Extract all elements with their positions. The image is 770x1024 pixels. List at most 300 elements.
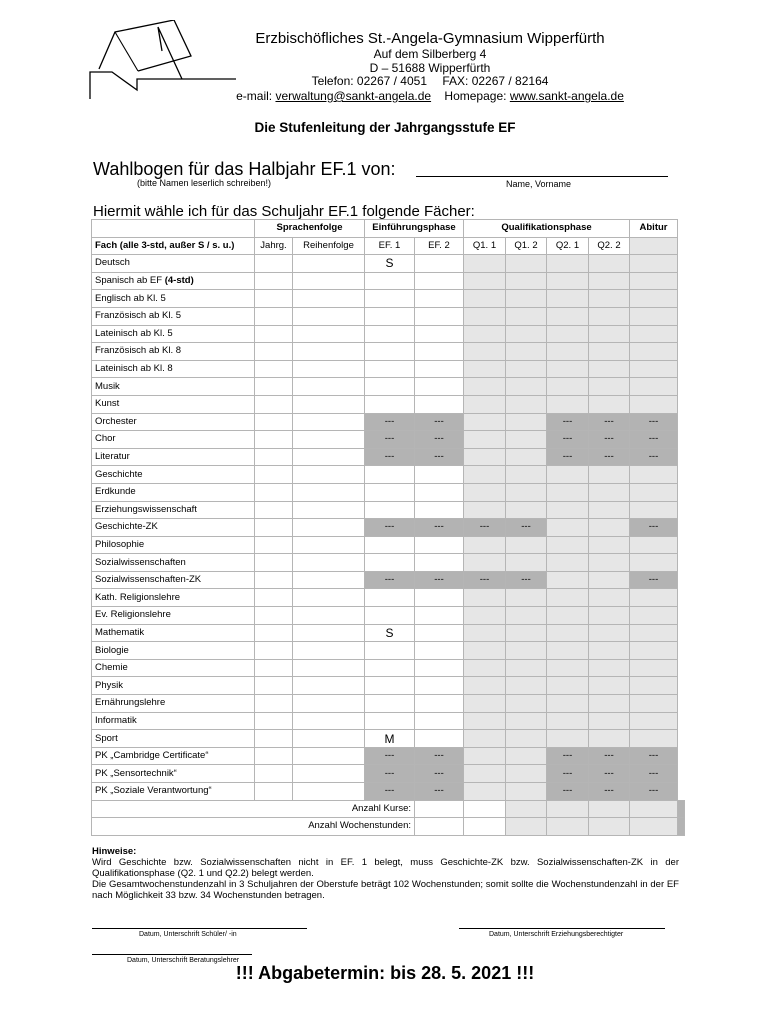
subject-label: Englisch ab Kl. 5 [95, 292, 166, 304]
cell-q21[interactable] [547, 695, 589, 713]
table-row [92, 255, 685, 273]
cell-q21[interactable] [547, 501, 589, 519]
phone-number: Telefon: 02267 / 4051 [311, 74, 427, 88]
cell-q12[interactable] [506, 325, 547, 343]
cell-q22[interactable] [589, 730, 630, 748]
cell-jahrg[interactable] [255, 624, 293, 642]
footer-cell-ef2[interactable] [464, 818, 506, 836]
cell-ef2[interactable] [415, 501, 464, 519]
cell-jahrg[interactable] [255, 325, 293, 343]
cell-q22[interactable] [589, 307, 630, 325]
cell-q11[interactable] [464, 466, 506, 484]
cell-jahrg[interactable] [255, 783, 293, 801]
cell-q21[interactable] [547, 642, 589, 660]
cell-q12[interactable] [506, 360, 547, 378]
cell-ef1[interactable] [365, 659, 415, 677]
cell-reihenfolge[interactable] [293, 466, 365, 484]
footer-cell-q21[interactable] [589, 800, 630, 818]
cell-q11[interactable] [464, 783, 506, 801]
cell-reihenfolge[interactable] [293, 360, 365, 378]
cell-jahrg[interactable] [255, 695, 293, 713]
homepage-label: Homepage: [444, 89, 507, 103]
subject-name [92, 483, 255, 501]
cell-q11[interactable] [464, 307, 506, 325]
subject-label: Lateinisch ab Kl. 5 [95, 327, 173, 339]
cell-jahrg[interactable] [255, 730, 293, 748]
subject-name [92, 290, 255, 308]
cell-reihenfolge[interactable] [293, 730, 365, 748]
cell-jahrg[interactable] [255, 343, 293, 361]
cell-q12[interactable] [506, 272, 547, 290]
cell-ef1[interactable] [365, 695, 415, 713]
cell-ef2[interactable] [415, 255, 464, 273]
cell-q12[interactable] [506, 395, 547, 413]
cell-q12[interactable] [506, 483, 547, 501]
cell-jahrg[interactable] [255, 272, 293, 290]
cell-jahrg[interactable] [255, 431, 293, 449]
cell-ef2[interactable] [415, 360, 464, 378]
cell-q12[interactable] [506, 589, 547, 607]
cell-ef2: --- [415, 783, 464, 801]
cell-q22[interactable] [589, 466, 630, 484]
cell-q11[interactable] [464, 712, 506, 730]
cell-q21[interactable] [547, 395, 589, 413]
cell-q21[interactable] [547, 307, 589, 325]
cell-q21[interactable] [547, 536, 589, 554]
contact-web [150, 89, 710, 103]
cell-q12[interactable] [506, 642, 547, 660]
cell-reihenfolge[interactable] [293, 765, 365, 783]
cell-q21[interactable] [547, 624, 589, 642]
cell-q21[interactable] [547, 343, 589, 361]
cell-q21[interactable] [547, 730, 589, 748]
cell-jahrg[interactable] [255, 589, 293, 607]
footer-cell-q12[interactable] [547, 818, 589, 836]
cell-jahrg[interactable] [255, 747, 293, 765]
cell-abitur[interactable] [630, 589, 678, 607]
cell-ef1[interactable] [365, 483, 415, 501]
footer-cell-q21[interactable] [589, 818, 630, 836]
cell-jahrg[interactable] [255, 378, 293, 396]
footer-cell-ef2[interactable] [464, 800, 506, 818]
subject-label-note: (4-std) [164, 275, 194, 287]
cell-jahrg[interactable] [255, 519, 293, 537]
cell-ef2[interactable] [415, 307, 464, 325]
homepage-link[interactable]: www.sankt-angela.de [509, 89, 624, 103]
cell-q11[interactable] [464, 360, 506, 378]
footer-cell-ef1[interactable] [415, 818, 464, 836]
cell-q12[interactable] [506, 343, 547, 361]
cell-q12[interactable] [506, 712, 547, 730]
cell-abitur[interactable] [630, 255, 678, 273]
cell-q21: --- [547, 448, 589, 466]
subject-label: Orchester [95, 415, 137, 427]
cell-ef1[interactable] [365, 554, 415, 572]
subject-name [92, 695, 255, 713]
cell-abitur[interactable] [630, 325, 678, 343]
cell-reihenfolge[interactable] [293, 712, 365, 730]
cell-q11[interactable] [464, 624, 506, 642]
subject-name [92, 765, 255, 783]
cell-ef2[interactable] [415, 712, 464, 730]
table-row [92, 290, 685, 308]
cell-ef2[interactable] [415, 290, 464, 308]
cell-reihenfolge[interactable] [293, 501, 365, 519]
cell-reihenfolge[interactable] [293, 659, 365, 677]
cell-jahrg[interactable] [255, 466, 293, 484]
cell-q12[interactable] [506, 413, 547, 431]
cell-q21[interactable] [547, 378, 589, 396]
cell-ef1[interactable] [365, 395, 415, 413]
cell-ef2[interactable] [415, 589, 464, 607]
footer-cell-q12[interactable] [547, 800, 589, 818]
cell-abitur[interactable] [630, 395, 678, 413]
cell-q11[interactable] [464, 255, 506, 273]
subject-label: Literatur [95, 451, 130, 463]
col-ef2: EF. 2 [415, 237, 464, 255]
col-q11: Q1. 1 [464, 237, 506, 255]
cell-ef2[interactable] [415, 466, 464, 484]
subject-label: Mathematik [95, 626, 145, 638]
cell-q12[interactable] [506, 290, 547, 308]
cell-ef2[interactable] [415, 677, 464, 695]
cell-q11[interactable] [464, 501, 506, 519]
cell-q12[interactable] [506, 431, 547, 449]
cell-q22[interactable] [589, 589, 630, 607]
cell-reihenfolge[interactable] [293, 307, 365, 325]
subject-name [92, 466, 255, 484]
cell-q22[interactable] [589, 554, 630, 572]
cell-q21[interactable] [547, 290, 589, 308]
cell-q11[interactable] [464, 343, 506, 361]
cell-abitur: --- [630, 571, 678, 589]
cell-abitur[interactable] [630, 466, 678, 484]
cell-q21[interactable] [547, 677, 589, 695]
table-row [92, 607, 685, 625]
cell-ef2[interactable] [415, 272, 464, 290]
cell-reihenfolge[interactable] [293, 571, 365, 589]
email-link[interactable]: verwaltung@sankt-angela.de [275, 89, 432, 103]
subject-label: Kath. Religionslehre [95, 591, 181, 603]
cell-abitur[interactable] [630, 730, 678, 748]
notes [92, 846, 679, 901]
cell-ef1[interactable] [365, 712, 415, 730]
cell-abitur[interactable] [630, 677, 678, 695]
group-einfuehrungsphase: Einführungsphase [365, 220, 464, 238]
cell-ef1[interactable] [365, 536, 415, 554]
col-q21: Q2. 1 [547, 237, 589, 255]
cell-reihenfolge[interactable] [293, 695, 365, 713]
cell-q11[interactable] [464, 589, 506, 607]
cell-ef1[interactable] [365, 589, 415, 607]
footer-cell-abitur [678, 818, 685, 836]
cell-q11[interactable] [464, 325, 506, 343]
cell-ef1[interactable] [365, 677, 415, 695]
cell-reihenfolge[interactable] [293, 624, 365, 642]
cell-ef1[interactable] [365, 501, 415, 519]
cell-abitur[interactable] [630, 290, 678, 308]
cell-ef1[interactable] [365, 642, 415, 660]
cell-q12[interactable] [506, 730, 547, 748]
cell-ef2[interactable] [415, 695, 464, 713]
cell-reihenfolge[interactable] [293, 483, 365, 501]
cell-q22[interactable] [589, 483, 630, 501]
cell-q22[interactable] [589, 519, 630, 537]
cell-abitur[interactable] [630, 307, 678, 325]
cell-q11[interactable] [464, 272, 506, 290]
cell-q22[interactable] [589, 343, 630, 361]
signature-line-student[interactable] [92, 928, 307, 929]
cell-reihenfolge[interactable] [293, 343, 365, 361]
cell-ef2[interactable] [415, 730, 464, 748]
cell-reihenfolge[interactable] [293, 519, 365, 537]
subject-name [92, 501, 255, 519]
cell-reihenfolge[interactable] [293, 783, 365, 801]
cell-q21[interactable] [547, 272, 589, 290]
cell-ef1[interactable]: M [365, 730, 415, 748]
cell-ef2[interactable] [415, 395, 464, 413]
cell-jahrg[interactable] [255, 413, 293, 431]
cell-ef2[interactable] [415, 659, 464, 677]
cell-abitur[interactable] [630, 712, 678, 730]
cell-q11[interactable] [464, 483, 506, 501]
cell-q21[interactable] [547, 483, 589, 501]
cell-reihenfolge[interactable] [293, 378, 365, 396]
cell-q22[interactable] [589, 325, 630, 343]
cell-abitur[interactable] [630, 378, 678, 396]
cell-abitur[interactable] [630, 483, 678, 501]
cell-q12[interactable] [506, 783, 547, 801]
cell-jahrg[interactable] [255, 659, 293, 677]
cell-q11[interactable] [464, 413, 506, 431]
cell-jahrg[interactable] [255, 255, 293, 273]
cell-q22[interactable] [589, 677, 630, 695]
cell-q22[interactable] [589, 255, 630, 273]
subject-label: Deutsch [95, 257, 130, 269]
cell-q12[interactable] [506, 501, 547, 519]
signature-line-advisor[interactable] [92, 954, 252, 955]
cell-q22[interactable] [589, 607, 630, 625]
cell-jahrg[interactable] [255, 607, 293, 625]
cell-q11[interactable] [464, 378, 506, 396]
cell-q22[interactable] [589, 642, 630, 660]
cell-jahrg[interactable] [255, 360, 293, 378]
cell-q22[interactable] [589, 624, 630, 642]
cell-reihenfolge[interactable] [293, 536, 365, 554]
cell-q22[interactable] [589, 395, 630, 413]
footer-cell-q22[interactable] [630, 800, 678, 818]
cell-abitur: --- [630, 765, 678, 783]
cell-q21[interactable] [547, 519, 589, 537]
cell-abitur[interactable] [630, 642, 678, 660]
table-row [92, 378, 685, 396]
cell-q21[interactable] [547, 607, 589, 625]
cell-abitur[interactable] [630, 536, 678, 554]
footer-cell-q11[interactable] [506, 800, 547, 818]
cell-jahrg[interactable] [255, 395, 293, 413]
cell-abitur[interactable] [630, 624, 678, 642]
cell-ef1: --- [365, 765, 415, 783]
cell-q11[interactable] [464, 607, 506, 625]
cell-jahrg[interactable] [255, 712, 293, 730]
cell-ef1[interactable] [365, 325, 415, 343]
cell-ef2[interactable] [415, 554, 464, 572]
cell-jahrg[interactable] [255, 448, 293, 466]
cell-q22[interactable] [589, 290, 630, 308]
cell-q11[interactable] [464, 536, 506, 554]
cell-ef2[interactable] [415, 343, 464, 361]
cell-q12[interactable] [506, 536, 547, 554]
cell-ef2[interactable] [415, 624, 464, 642]
cell-ef1[interactable] [365, 466, 415, 484]
cell-ef1[interactable] [365, 290, 415, 308]
cell-q12[interactable] [506, 307, 547, 325]
cell-reihenfolge[interactable] [293, 589, 365, 607]
signature-line-guardian[interactable] [459, 928, 665, 929]
cell-ef2[interactable] [415, 536, 464, 554]
cell-q22: --- [589, 765, 630, 783]
cell-ef1[interactable] [365, 360, 415, 378]
cell-q12[interactable] [506, 695, 547, 713]
cell-q21: --- [547, 413, 589, 431]
cell-reihenfolge[interactable] [293, 607, 365, 625]
cell-ef1[interactable]: S [365, 255, 415, 273]
cell-q12[interactable] [506, 466, 547, 484]
cell-q12[interactable] [506, 677, 547, 695]
cell-ef1: --- [365, 571, 415, 589]
cell-q21[interactable] [547, 659, 589, 677]
cell-reihenfolge[interactable] [293, 448, 365, 466]
cell-q22[interactable] [589, 536, 630, 554]
cell-q12[interactable] [506, 624, 547, 642]
cell-jahrg[interactable] [255, 677, 293, 695]
cell-reihenfolge[interactable] [293, 413, 365, 431]
cell-ef1[interactable] [365, 343, 415, 361]
cell-q12[interactable] [506, 554, 547, 572]
cell-q21[interactable] [547, 571, 589, 589]
cell-ef2[interactable] [415, 607, 464, 625]
footer-cell-q11[interactable] [506, 818, 547, 836]
cell-ef1[interactable] [365, 378, 415, 396]
cell-q11[interactable] [464, 730, 506, 748]
cell-q12[interactable] [506, 659, 547, 677]
cell-ef2[interactable] [415, 325, 464, 343]
cell-q11[interactable] [464, 659, 506, 677]
cell-q22[interactable] [589, 571, 630, 589]
cell-q21[interactable] [547, 360, 589, 378]
cell-jahrg[interactable] [255, 571, 293, 589]
cell-jahrg[interactable] [255, 536, 293, 554]
subject-label: Chor [95, 433, 116, 445]
cell-q12[interactable] [506, 765, 547, 783]
cell-q11: --- [464, 571, 506, 589]
cell-abitur[interactable] [630, 659, 678, 677]
cell-ef2[interactable] [415, 642, 464, 660]
cell-abitur[interactable] [630, 360, 678, 378]
cell-q22[interactable] [589, 695, 630, 713]
cell-reihenfolge[interactable] [293, 290, 365, 308]
footer-cell-q22[interactable] [630, 818, 678, 836]
cell-reihenfolge[interactable] [293, 255, 365, 273]
cell-q11[interactable] [464, 290, 506, 308]
cell-q11[interactable] [464, 677, 506, 695]
cell-q11[interactable] [464, 395, 506, 413]
cell-jahrg[interactable] [255, 290, 293, 308]
cell-ef1[interactable] [365, 272, 415, 290]
column-header-row [92, 237, 685, 255]
cell-q12[interactable] [506, 747, 547, 765]
cell-reihenfolge[interactable] [293, 272, 365, 290]
cell-abitur[interactable] [630, 343, 678, 361]
cell-reihenfolge[interactable] [293, 642, 365, 660]
cell-q11[interactable] [464, 431, 506, 449]
cell-abitur[interactable] [630, 554, 678, 572]
cell-q11[interactable] [464, 554, 506, 572]
cell-q21[interactable] [547, 554, 589, 572]
subject-name [92, 571, 255, 589]
cell-q11[interactable] [464, 642, 506, 660]
cell-q22[interactable] [589, 659, 630, 677]
cell-ef2[interactable] [415, 378, 464, 396]
cell-reihenfolge[interactable] [293, 677, 365, 695]
cell-q12[interactable] [506, 607, 547, 625]
cell-reihenfolge[interactable] [293, 431, 365, 449]
deadline-notice: !!! Abgabetermin: bis 28. 5. 2021 !!! [235, 963, 535, 983]
cell-q21[interactable] [547, 255, 589, 273]
cell-jahrg[interactable] [255, 765, 293, 783]
cell-abitur[interactable] [630, 501, 678, 519]
cell-ef1[interactable] [365, 307, 415, 325]
cell-ef2[interactable] [415, 483, 464, 501]
cell-abitur[interactable] [630, 272, 678, 290]
cell-q11[interactable] [464, 747, 506, 765]
subject-label: Informatik [95, 714, 137, 726]
cell-jahrg[interactable] [255, 642, 293, 660]
cell-q11[interactable] [464, 765, 506, 783]
cell-q12[interactable] [506, 378, 547, 396]
cell-q22[interactable] [589, 712, 630, 730]
cell-reihenfolge[interactable] [293, 554, 365, 572]
cell-reihenfolge[interactable] [293, 325, 365, 343]
cell-ef1[interactable]: S [365, 624, 415, 642]
cell-q21[interactable] [547, 712, 589, 730]
cell-jahrg[interactable] [255, 554, 293, 572]
cell-jahrg[interactable] [255, 501, 293, 519]
cell-q12[interactable] [506, 255, 547, 273]
cell-q22[interactable] [589, 501, 630, 519]
cell-q11[interactable] [464, 695, 506, 713]
cell-q22[interactable] [589, 378, 630, 396]
cell-q22[interactable] [589, 272, 630, 290]
cell-reihenfolge[interactable] [293, 395, 365, 413]
cell-abitur[interactable] [630, 695, 678, 713]
cell-ef1[interactable] [365, 607, 415, 625]
cell-reihenfolge[interactable] [293, 747, 365, 765]
cell-jahrg[interactable] [255, 307, 293, 325]
footer-cell-ef1[interactable] [415, 800, 464, 818]
name-input-line[interactable] [416, 176, 668, 177]
cell-q21[interactable] [547, 466, 589, 484]
cell-q11[interactable] [464, 448, 506, 466]
table-row [92, 360, 685, 378]
group-abitur: Abitur [630, 220, 678, 238]
cell-jahrg[interactable] [255, 483, 293, 501]
cell-q12[interactable] [506, 448, 547, 466]
cell-abitur[interactable] [630, 607, 678, 625]
cell-q21[interactable] [547, 325, 589, 343]
cell-q21[interactable] [547, 589, 589, 607]
cell-q22[interactable] [589, 360, 630, 378]
